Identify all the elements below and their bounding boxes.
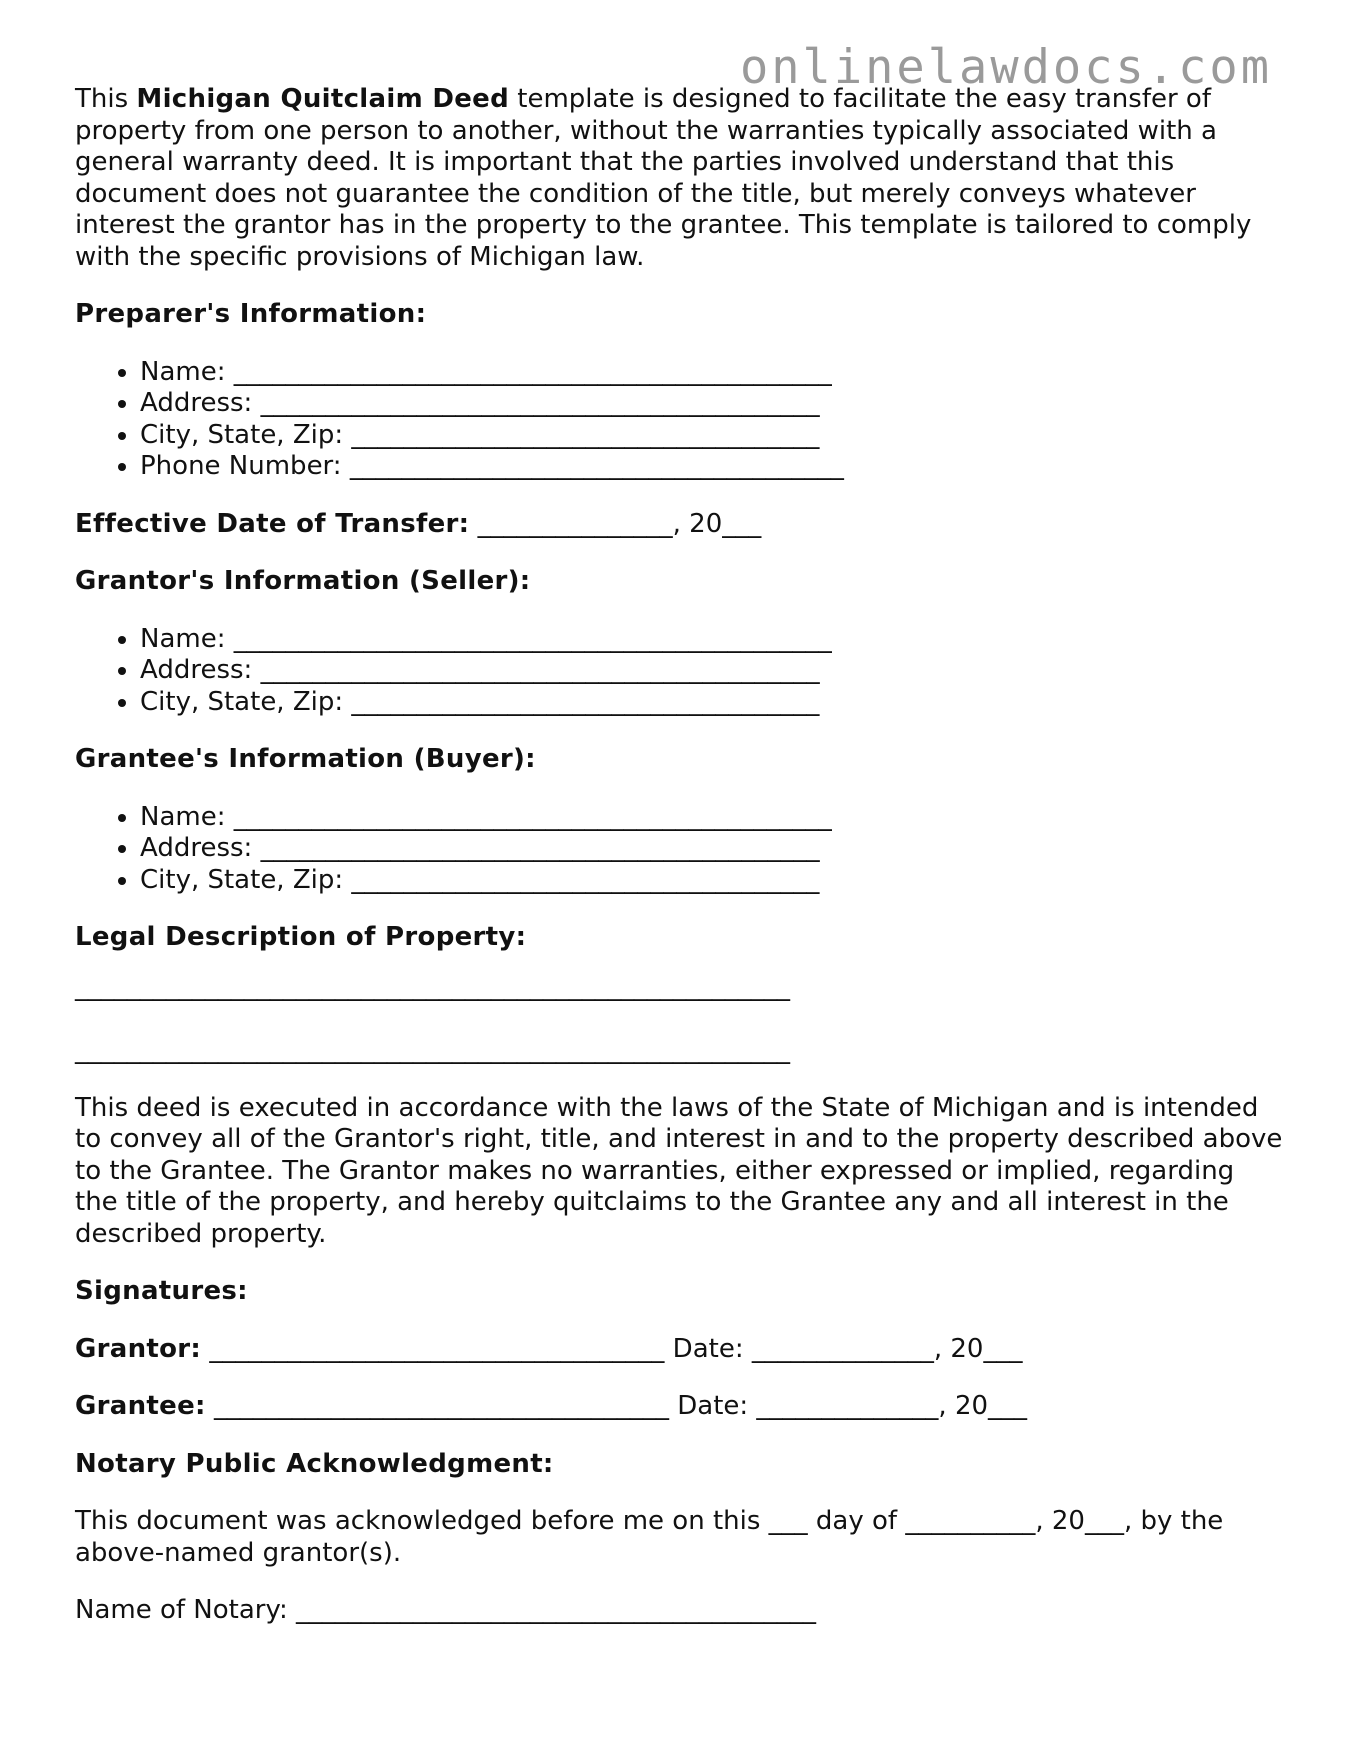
intro-suffix: template is designed to facilitate the easy transfer of property from one person to another, without the warranties typically associated with a general warranty deed. It is important that the parties involved understand that this document does not guarantee the condition of the title, but merely conveys whatever interest the grantor has in the property to the grantee. This template is tailored to comply with the specific provisions of Michigan law. — [75, 84, 1252, 272]
intro-prefix: This — [75, 84, 137, 114]
legal-description-lines — [75, 972, 1285, 1067]
grantee-signature-field[interactable]: ___________________________________ Date: ______________, 20___ — [205, 1391, 1028, 1421]
preparer-phone-field[interactable]: • Phone Number: ______________________________________ — [140, 451, 1285, 483]
grantor-signature-label: Grantor: — [75, 1333, 202, 1364]
preparer-name-field[interactable]: • Name: ______________________________________________ — [140, 357, 1285, 389]
intro-title: Michigan Quitclaim Deed — [136, 84, 509, 114]
grantee-signature-label: Grantee: — [75, 1391, 206, 1421]
legal-description-heading: Legal Description of Property: — [75, 922, 527, 952]
document-body — [75, 84, 1285, 1627]
legal-description-line-1[interactable]: _______________________________________________________ — [75, 971, 790, 1002]
grantor-signature-field[interactable]: ___________________________________ Date: ______________, 20___ — [201, 1333, 1023, 1364]
grantee-info-list — [75, 802, 1285, 897]
notary-name-field[interactable]: Name of Notary: ________________________________________ — [75, 1595, 816, 1625]
watermark: onlinelawdocs.com — [739, 40, 1272, 95]
signatures-heading: Signatures: — [75, 1276, 248, 1306]
grantee-info-heading: Grantee's Information (Buyer): — [75, 744, 536, 774]
grantor-info-list — [75, 624, 1285, 719]
preparer-city-state-zip-field[interactable]: • City, State, Zip: ____________________________________ — [140, 420, 1285, 452]
grantee-name-field[interactable]: • Name: ______________________________________________ — [140, 802, 1285, 834]
effective-date-label: Effective Date of Transfer: — [75, 508, 470, 539]
intro-paragraph — [75, 84, 1285, 273]
preparer-heading: Preparer's Information: — [75, 299, 427, 329]
preparer-list — [75, 357, 1285, 483]
grantee-address-field[interactable]: • Address: ___________________________________________ — [140, 833, 1285, 865]
grantor-name-field[interactable]: • Name: ______________________________________________ — [140, 624, 1285, 656]
effective-date-row — [75, 509, 1285, 541]
legal-description-line-2[interactable]: _______________________________________________________ — [75, 1035, 790, 1065]
grantor-info-heading: Grantor's Information (Seller): — [75, 566, 531, 596]
grantee-city-state-zip-field[interactable]: • City, State, Zip: ____________________________________ — [140, 865, 1285, 897]
grantee-signature-row — [75, 1391, 1285, 1423]
grantor-signature-row — [75, 1334, 1285, 1366]
grantor-address-field[interactable]: • Address: ___________________________________________ — [140, 655, 1285, 687]
notary-heading: Notary Public Acknowledgment: — [75, 1448, 554, 1479]
notary-acknowledgment-text: This document was acknowledged before me on this ___ day of __________, 20___, by the above-named grantor(s). — [75, 1506, 1224, 1568]
execution-paragraph: This deed is executed in accordance with the laws of the State of Michigan and is intended to convey all of the Grantor's right, title, and interest in and to the property described above to the Grantee. The Grantor makes no warranties, either expressed or implied, regarding the title of the property, and hereby quitclaims to the Grantee any and all interest in the described property. — [75, 1092, 1283, 1249]
grantor-city-state-zip-field[interactable]: • City, State, Zip: ____________________________________ — [140, 687, 1285, 719]
effective-date-field[interactable]: _______________, 20___ — [469, 508, 762, 539]
preparer-address-field[interactable]: • Address: ___________________________________________ — [140, 388, 1285, 420]
